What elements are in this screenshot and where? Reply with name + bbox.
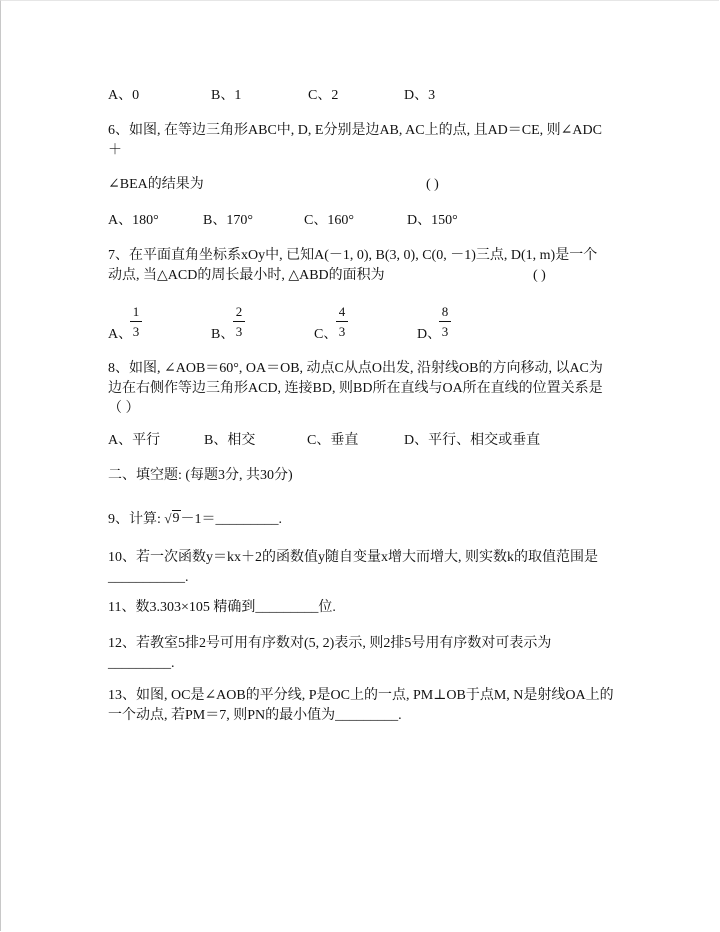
question-10: 10、若一次函数y＝kx＋2的函数值y随自变量x增大而增大, 则实数k的取值范围是___________. (108, 550, 598, 585)
q7-line2-row (108, 266, 628, 286)
q8-option-b: B、相交 (204, 433, 256, 448)
q6-option-d: D、150° (407, 213, 458, 228)
q7-option-c-letter: C、 (314, 327, 338, 342)
q7-option-d-numerator: 8 (439, 303, 451, 322)
q9-prefix: 9、计算: (108, 512, 165, 527)
q7-option-c-denominator: 3 (338, 324, 346, 339)
question-12: 12、若教室5排2号可用有序数对(5, 2)表示, 则2排5号用有序数对可表示为_________. (108, 636, 552, 671)
q8-options (108, 431, 628, 451)
q5-options (108, 86, 628, 106)
q8-option-d: D、平行、相交或垂直 (404, 433, 541, 448)
q5-option-a: A、0 (108, 88, 140, 103)
q7-option-c-numerator: 4 (336, 303, 348, 322)
q8-option-a: A、平行 (108, 433, 161, 448)
q7-option-c-fraction (336, 303, 348, 340)
radical-sign-icon: √ (164, 511, 172, 526)
q7-options (108, 303, 628, 347)
q6-option-b: B、170° (203, 213, 253, 228)
q6-options (108, 211, 628, 231)
q9-square-root (164, 509, 180, 530)
q7-option-b-letter: B、 (211, 327, 235, 342)
q7-option-d-fraction (439, 303, 451, 340)
q7-option-d-letter: D、 (417, 327, 442, 342)
q7-option-b-denominator: 3 (235, 324, 243, 339)
q6-line3: ∠BEA的结果为 (108, 177, 204, 192)
q6-line3-row (108, 175, 628, 195)
question-8: 8、如图, ∠AOB＝60°, OA＝OB, 动点C从点O出发, 沿射线OB的方向移动, 以AC为边在右侧作等边三角形ACD, 连接BD, 则BD所在直线与OA所在直线的位置关系是（ ） (108, 361, 603, 416)
q9-radicand: 9 (172, 511, 180, 526)
q5-option-d: D、3 (404, 88, 436, 103)
section-2-heading: 二、填空题: (每题3分, 共30分) (108, 468, 293, 483)
q7-answer-paren: ( ) (533, 268, 546, 283)
question-13: 13、如图, OC是∠AOB的平分线, P是OC上的一点, PM⊥OB于点M, N是射线OA上的一个动点, 若PM＝7, 则PN的最小值为_________. (108, 688, 614, 723)
q6-line1: 6、如图, 在等边三角形ABC中, D, E分别是边AB, AC上的点, 且AD＝CE, 则∠ADC (108, 123, 602, 138)
question-9 (108, 509, 616, 530)
question-6 (108, 121, 616, 161)
q7-option-b-fraction (233, 303, 245, 340)
q7-option-d-denominator: 3 (441, 324, 449, 339)
q7-option-a-fraction (130, 303, 142, 340)
question-11: 11、数3.303×105 精确到_________位. (108, 600, 336, 615)
q5-option-b: B、1 (211, 88, 242, 103)
q6-option-a: A、180° (108, 213, 159, 228)
q6-answer-paren: ( ) (426, 177, 439, 192)
q7-option-a-numerator: 1 (130, 303, 142, 322)
q9-suffix: －1＝_________. (180, 512, 283, 527)
q8-option-c: C、垂直 (307, 433, 359, 448)
q6-line2: ＋ (108, 143, 122, 158)
q6-option-c: C、160° (304, 213, 354, 228)
q7-option-b-numerator: 2 (233, 303, 245, 322)
question-7-line1: 7、在平面直角坐标系xOy中, 已知A(－1, 0), B(3, 0), C(0, －1)三点, D(1, m)是一个 (108, 248, 598, 263)
q7-option-a-denominator: 3 (132, 324, 140, 339)
q7-line2: 动点, 当△ACD的周长最小时, △ABD的面积为 (108, 268, 385, 283)
q5-option-c: C、2 (308, 88, 339, 103)
q7-option-a-letter: A、 (108, 327, 133, 342)
